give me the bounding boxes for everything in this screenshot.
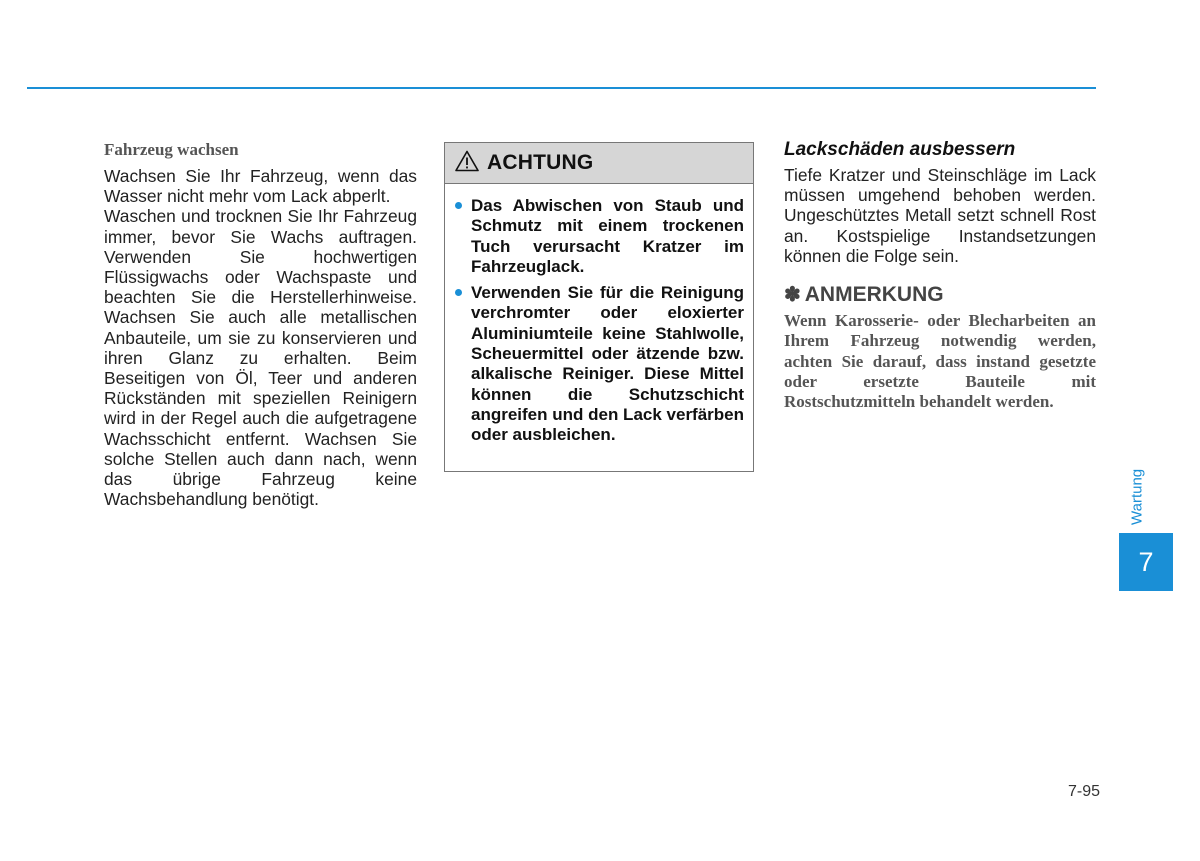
paint-paragraph: Tiefe Kratzer und Steinschläge im Lack müssen umgehend behoben werden. Ungeschütztes Metall setzt schnell Rost an. Kostspielige Instandsetzungen können die Folge sein. (784, 165, 1096, 266)
wax-paragraph-2: Waschen und trocknen Sie Ihr Fahrzeug immer, bevor Sie Wachs auftragen. Verwenden Sie hochwertigen Flüssigwachs oder Wachspaste und beachten Sie die Herstellerhinweise. Wachsen Sie auch alle metallischen Anbauteile, um sie zu konservieren und ihren Glanz zu erhalten. Beim Beseitigen von Öl, Teer und anderen Rückständen mit speziellen Reinigern wird in der Regel auch die aufgetragene Wachsschicht entfernt. Wachsen Sie solche Stellen auch dann nach, wenn das übrige Fahrzeug keine Wachsbehandlung benötigt. (104, 206, 417, 510)
page-number: 7-95 (1067, 783, 1100, 800)
warning-triangle-icon (455, 150, 487, 177)
section-heading-wax: Fahrzeug wachsen (104, 140, 239, 159)
bullet-icon (455, 289, 462, 296)
bullet-icon (455, 202, 462, 209)
wax-paragraph-1: Wachsen Sie Ihr Fahrzeug, wenn das Wasser nicht mehr vom Lack abperlt. (104, 166, 417, 207)
right-column (784, 138, 1096, 413)
caution-box (444, 142, 754, 472)
caution-item-text: Das Abwischen von Staub und Schmutz mit einem trockenen Tuch verursacht Kratzer im Fahrzeuglack. (471, 196, 744, 276)
caution-item (455, 283, 744, 445)
caution-item-text: Verwenden Sie für die Reinigung verchromter oder eloxierter Aluminiumteile keine Stahlwolle, Scheuermittel oder ätzende bzw. alkalische Reiniger. Diese Mittel können die Schutzschicht angreifen und den Lack verfärben oder ausbleichen. (471, 283, 745, 445)
note-text: Wenn Karosserie- oder Blecharbeiten an Ihrem Fahrzeug notwendig werden, achten Sie darauf, dass instand gesetzte oder ersetzte Bauteile mit Rostschutzmitteln behandelt werden. (784, 311, 1096, 412)
caution-header (445, 143, 753, 184)
caution-list (445, 184, 753, 446)
left-column (104, 138, 417, 509)
chapter-tab: 7 (1119, 533, 1173, 591)
note-title: ANMERKUNG (804, 282, 944, 306)
caution-item (455, 196, 744, 277)
section-heading-paint: Lackschäden ausbessern (784, 139, 1016, 160)
section-side-label: Wartung (1128, 468, 1146, 526)
note-heading (784, 282, 1096, 307)
note-star-icon: ✽ (784, 284, 801, 307)
header-rule (27, 87, 1096, 89)
caution-title: ACHTUNG (487, 151, 594, 174)
